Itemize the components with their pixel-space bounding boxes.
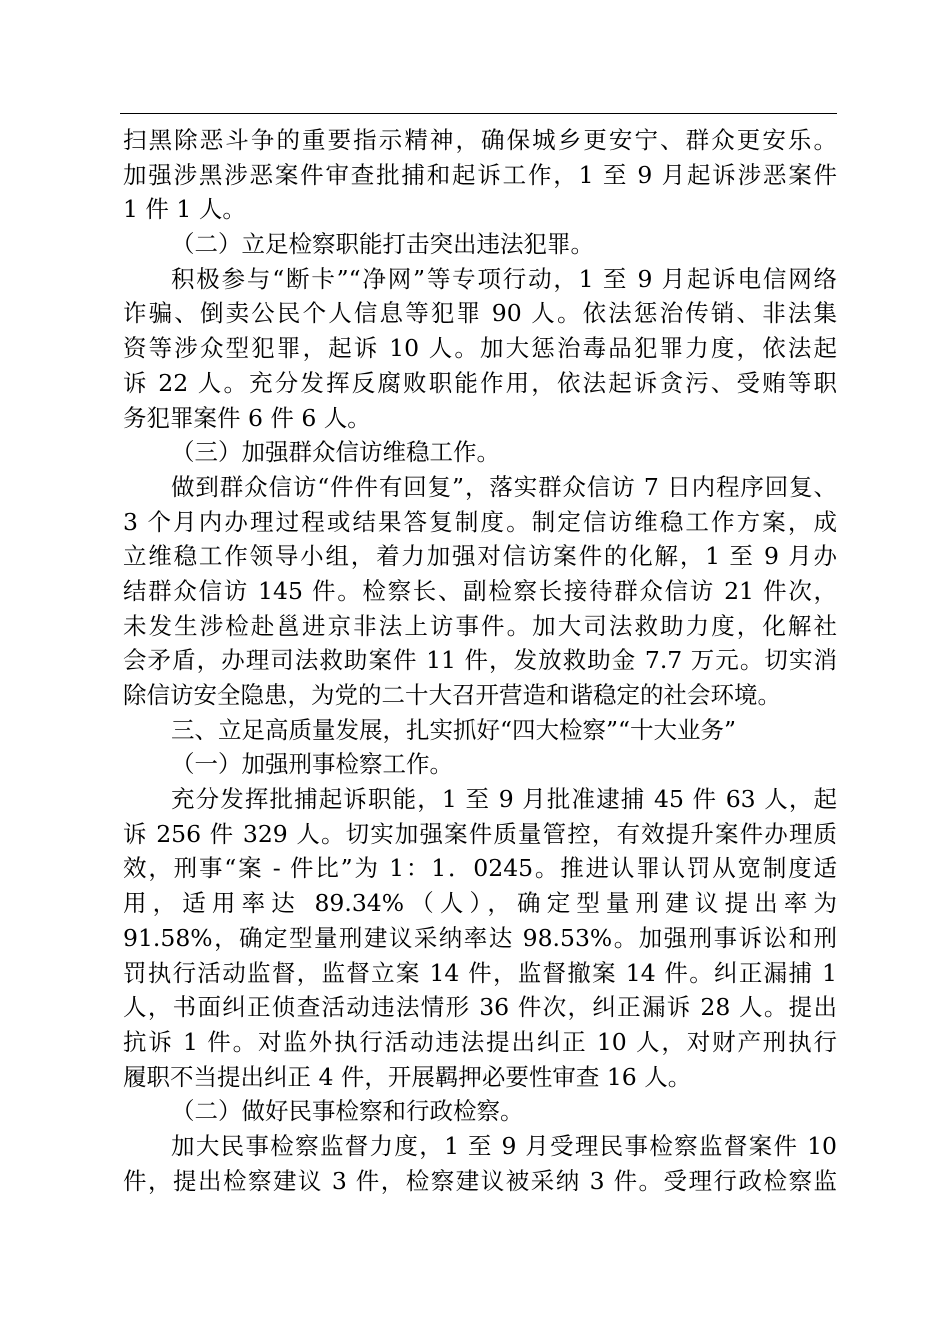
text-line: 件，提出检察建议 3 件，检察建议被采纳 3 件。受理行政检察监	[123, 1166, 837, 1195]
text-line: 除信访安全隐患，为党的二十大召开营造和谐稳定的社会环境。	[123, 681, 781, 709]
text-line: （二）立足检察职能打击突出违法犯罪。	[171, 230, 594, 259]
text-line: 资等涉众型犯罪，起诉 10 人。加大惩治毒品犯罪力度，依法起	[123, 334, 837, 363]
text-line: （一）加强刑事检察工作。	[171, 750, 453, 779]
text-line: 效，刑事“案 - 件比”为 1：1．0245。推进认罪认罚从宽制度适	[123, 854, 837, 883]
header-rule	[120, 113, 837, 114]
text-line: 务犯罪案件 6 件 6 人。	[123, 403, 371, 432]
text-line: 立维稳工作领导小组，着力加强对信访案件的化解，1 至 9 月办	[123, 542, 837, 571]
text-line: 诉 256 件 329 人。切实加强案件质量管控，有效提升案件办理质	[123, 819, 837, 848]
text-line: 加大民事检察监督力度，1 至 9 月受理民事检察监督案件 10	[171, 1131, 837, 1160]
text-line: 履职不当提出纠正 4 件，开展羁押必要性审查 16 人。	[123, 1062, 692, 1091]
text-line: 结群众信访 145 件。检察长、副检察长接待群众信访 21 件次，	[123, 576, 837, 605]
text-line: 人，书面纠正侦查活动违法情形 36 件次，纠正漏诉 28 人。提出	[123, 993, 837, 1022]
text-line: 扫黑除恶斗争的重要指示精神，确保城乡更安宁、群众更安乐。	[123, 126, 837, 154]
text-line: （三）加强群众信访维稳工作。	[171, 438, 500, 467]
text-line: 诈骗、倒卖公民个人信息等犯罪 90 人。依法惩治传销、非法集	[123, 299, 837, 328]
text-line: 会矛盾，办理司法救助案件 11 件，发放救助金 7.7 万元。切实消	[123, 646, 837, 675]
text-line: 抗诉 1 件。对监外执行活动违法提出纠正 10 人，对财产刑执行	[123, 1027, 837, 1056]
text-line: 做到群众信访“件件有回复”，落实群众信访 7 日内程序回复、	[171, 472, 837, 501]
text-line: 积极参与“断卡”“净网”等专项行动，1 至 9 月起诉电信网络	[171, 264, 837, 293]
text-line: 用，适用率达 89.34%（人），确定型量刑建议提出率为	[123, 889, 837, 918]
text-line: 未发生涉检赴邕进京非法上访事件。加大司法救助力度，化解社	[123, 611, 837, 640]
text-line: （二）做好民事检察和行政检察。	[171, 1097, 524, 1126]
text-line: 三、立足高质量发展，扎实抓好“四大检察”“十大业务”	[171, 715, 737, 744]
text-line: 充分发挥批捕起诉职能，1 至 9 月批准逮捕 45 件 63 人，起	[171, 785, 837, 814]
text-line: 1 件 1 人。	[123, 195, 246, 224]
text-line: 加强涉黑涉恶案件审查批捕和起诉工作，1 至 9 月起诉涉恶案件	[123, 160, 837, 189]
text-line: 罚执行活动监督，监督立案 14 件，监督撤案 14 件。纠正漏捕 1	[123, 958, 837, 987]
text-line: 诉 22 人。充分发挥反腐败职能作用，依法起诉贪污、受贿等职	[123, 368, 837, 397]
document-body	[123, 123, 837, 1198]
text-line: 91.58%，确定型量刑建议采纳率达 98.53%。加强刑事诉讼和刑	[123, 923, 837, 952]
text-line: 3 个月内办理过程或结果答复制度。制定信访维稳工作方案，成	[123, 507, 837, 536]
